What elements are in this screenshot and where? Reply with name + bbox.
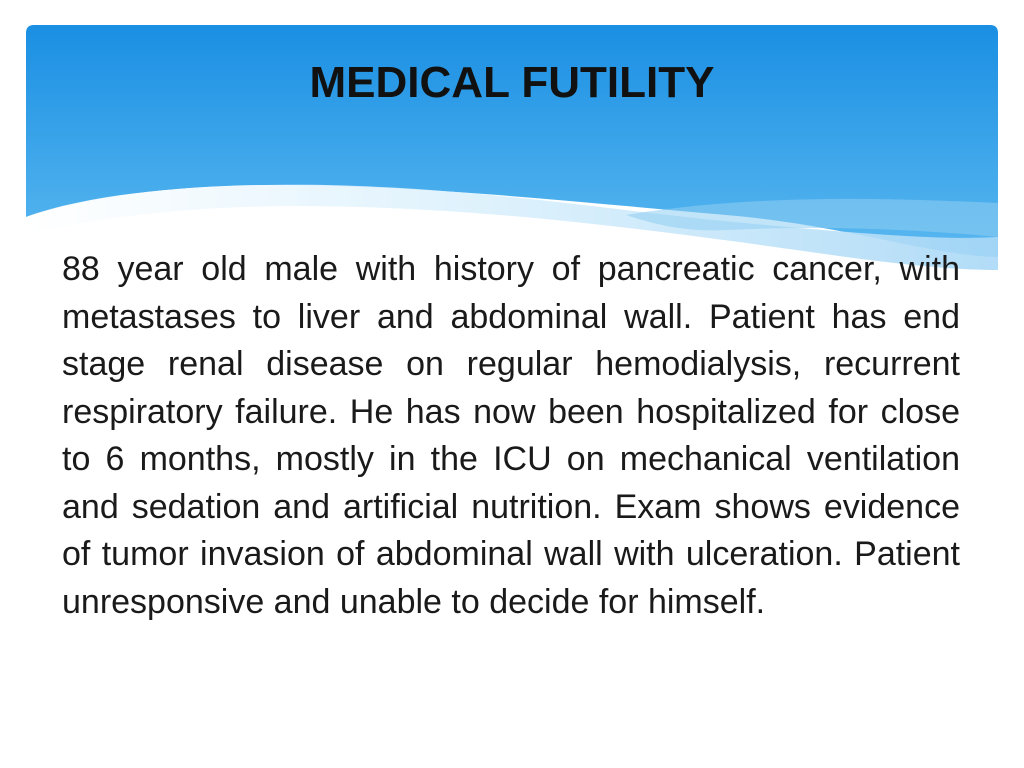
slide-body-text: 88 year old male with history of pancreatic cancer, with metastases to liver and abdominal wall. Patient has end stage renal disease on regular hemodialysis, recurrent respiratory failure. He has now been hospitalized for close to 6 months, mostly in the ICU on mechanical ventilation and sedation and artificial nutrition. Exam shows evidence of tumor invasion of abdominal wall with ulceration. Patient unresponsive and unable to decide for himself. [62,250,960,621]
slide-title: MEDICAL FUTILITY [309,58,715,107]
